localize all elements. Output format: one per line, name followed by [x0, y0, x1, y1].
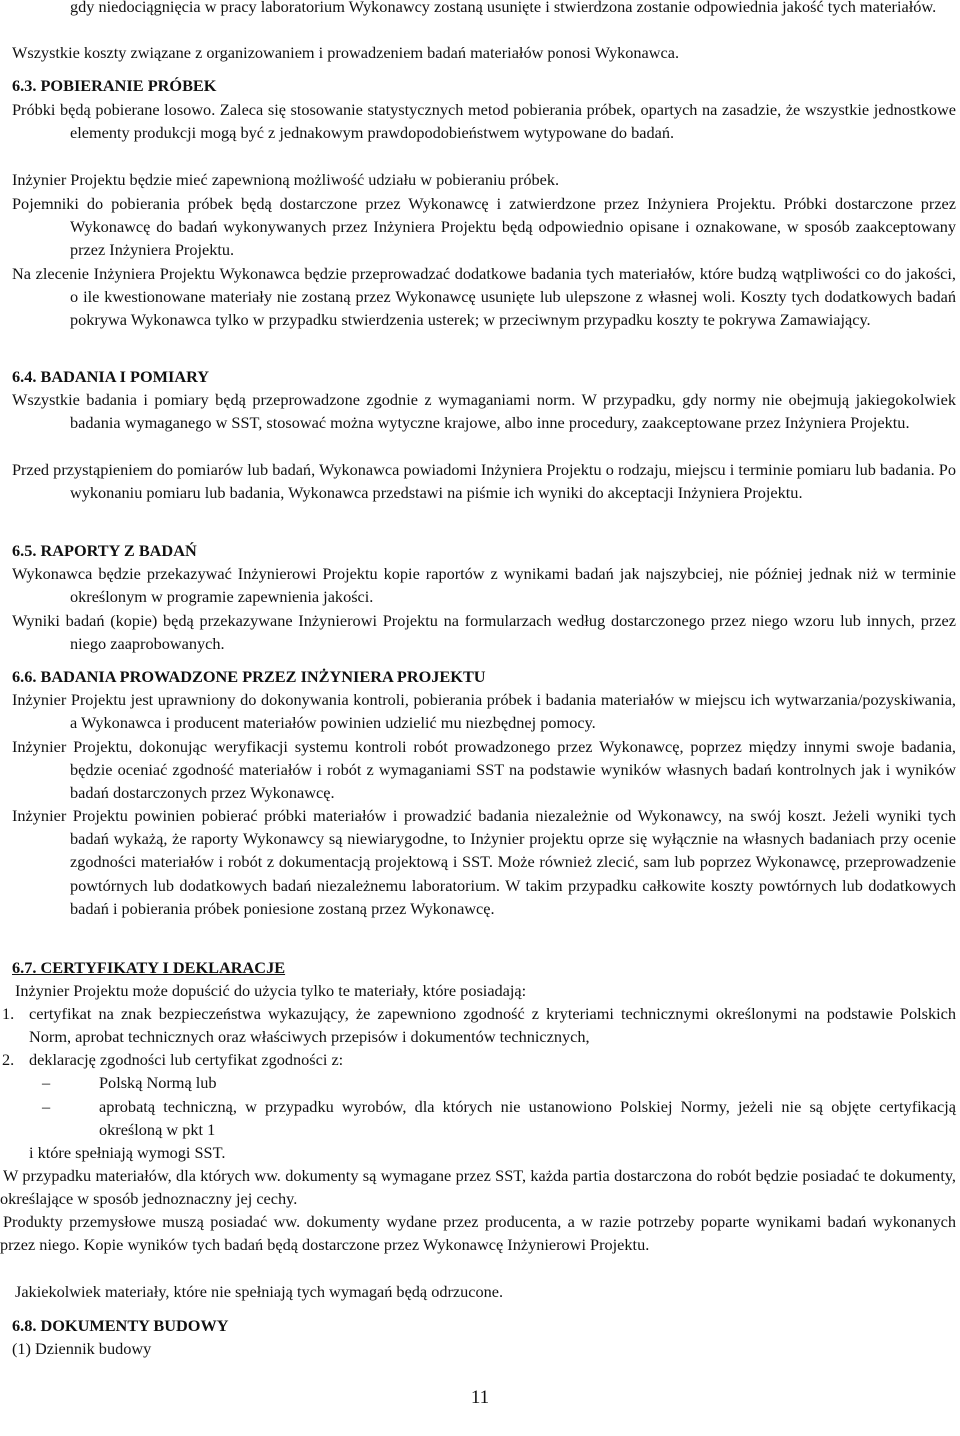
paragraph-6-3-3: Pojemniki do pobierania próbek będą dostarczone przez Wykonawcę i zatwierdzone przez Inżyniera Projektu. Próbki dostarczone przez Wykonawcę do badań wykonywanych przez Inżyniera Projektu będą odpowiednio opisane i oznakowane, w sposób zaakceptowany przez Inżyniera Projektu. — [12, 194, 956, 260]
paragraph-6-3-4: Na zlecenie Inżyniera Projektu Wykonawca będzie przeprowadzać dodatkowe badania tych materiałów, które budzą wątpliwości co do jakości, o ile kwestionowane materiały nie zostaną przez Wykonawcę usunięte lub ulepszone z własnej woli. Koszty tych dodatkowych badań pokrywa Wykonawca tylko w przypadku stwierdzenia usterek; w przeciwnym przypadku koszty te pokrywa Zamawiający. — [12, 264, 956, 330]
heading-6-4: 6.4. BADANIA I POMIARY — [12, 367, 210, 386]
list-item — [2, 1002, 956, 1048]
paragraph-6-6-2: Inżynier Projektu, dokonując weryfikacji systemu kontroli robót prowadzonego przez Wykonawcę, poprzez między innymi swoje badania, będzie oceniać zgodność materiałów i robót z wymaganiami SST na podstawie wyników własnych badań kontrolnych jak i wyników badań dostarczonych przez Wykonawcę. — [12, 737, 956, 803]
heading-6-3: 6.3. POBIERANIE PRÓBEK — [12, 76, 217, 95]
heading-6-7: 6.7. CERTYFIKATY I DEKLARACJE — [12, 958, 286, 977]
list-item-text: deklarację zgodności lub certyfikat zgodności z: — [29, 1050, 344, 1069]
paragraph-6-7-3: Produkty przemysłowe muszą posiadać ww. dokumenty wydane przez producenta, a w razie potrzeby poparte wynikami badań wykonanych przez niego. Kopie wyników tych badań będą dostarczone przez Wykonawcę Inżynierowi Projektu. — [0, 1212, 956, 1255]
list-number: 1. — [2, 1004, 15, 1023]
paragraph-6-4-2: Przed przystąpieniem do pomiarów lub badań, Wykonawca powiadomi Inżyniera Projektu o rodzaju, miejscu i terminie pomiaru lub badania. Po wykonaniu pomiaru lub badania, Wykonawca przedstawi na piśmie ich wyniki do akceptacji Inżyniera Projektu. — [12, 460, 956, 503]
paragraph-6-5-2: Wyniki badań (kopie) będą przekazywane Inżynierowi Projektu na formularzach według dostarczonego przez niego wzoru lub innych, przez niego zaaprobowanych. — [12, 611, 956, 654]
page-number: 11 — [470, 1387, 490, 1408]
paragraph-6-6-3: Inżynier Projektu powinien pobierać próbki materiałów i prowadzić badania niezależnie od Wykonawcy, na swój koszt. Jeżeli wyniki tych badań wykażą, że raporty Wykonawcy są niewiarygodne, to Inżynier projektu oprze się wyłącznie na własnych badaniach przy ocenie zgodności materiałów i robót z dokumentacją projektową i SST. Może również zlecić, sam lub poprzez Wykonawcę, przeprowadzenie powtórnych lub dodatkowych badań niezależnemu laboratorium. W takim przypadku całkowite koszty powtórnych lub dodatkowych badań i pobierania próbek poniesione zostaną przez Wykonawcę. — [12, 806, 956, 918]
paragraph-6-7-intro: Inżynier Projektu może dopuścić do użycia tylko te materiały, które posiadają: — [15, 981, 527, 1000]
paragraph-6-6-1: Inżynier Projektu jest uprawniony do dokonywania kontroli, pobierania próbek i badania materiałów w miejscu ich wytwarzania/pozyskiwania, a Wykonawca i producent materiałów powinien udzielić mu niezbędnej pomocy. — [12, 690, 956, 733]
dash-bullet: – — [42, 1097, 51, 1116]
subheading-dziennik-budowy: (1) Dziennik budowy — [12, 1339, 152, 1358]
list-number: 2. — [2, 1050, 15, 1069]
list-item — [2, 1048, 956, 1071]
dash-item-text: aprobatą techniczną, w przypadku wyrobów, dla których nie ustanowiono Polskiej Normy, jeżeli nie są objęte certyfikacją określoną w pkt 1 — [99, 1097, 956, 1140]
heading-6-6: 6.6. BADANIA PROWADZONE PRZEZ INŻYNIERA PROJEKTU — [12, 667, 486, 686]
paragraph-continuation: gdy niedociągnięcia w pracy laboratorium Wykonawcy zostaną usunięte i stwierdzona zostanie odpowiednia jakość tych materiałów. — [70, 0, 937, 16]
list-item-text: certyfikat na znak bezpieczeństwa wykazujący, że zapewniono zgodność z kryteriami technicznymi określonymi na podstawie Polskich Norm, aprobat technicznych oraz właściwych przepisów i dokumentów technicznych, — [29, 1004, 956, 1047]
paragraph-6-7-2: W przypadku materiałów, dla których ww. dokumenty są wymagane przez SST, każda partia dostarczona do robót będzie posiadać te dokumenty, określające w sposób jednoznaczny jej cechy. — [0, 1166, 956, 1209]
paragraph-6-3-1: Próbki będą pobierane losowo. Zaleca się stosowanie statystycznych metod pobierania próbek, opartych na zasadzie, że wszystkie jednostkowe elementy produkcji mogą być z jednakowym prawdopodobieństwem wytypowane do badań. — [12, 100, 956, 143]
dash-bullet: – — [42, 1073, 51, 1092]
dash-list-item — [12, 1095, 956, 1141]
heading-6-8: 6.8. DOKUMENTY BUDOWY — [12, 1316, 229, 1335]
heading-6-5: 6.5. RAPORTY Z BADAŃ — [12, 541, 197, 560]
paragraph-6-5-1: Wykonawca będzie przekazywać Inżynierowi Projektu kopie raportów z wynikami badań jak najszybciej, nie później jednak niż w terminie określonym w programie zapewnienia jakości. — [12, 564, 956, 607]
paragraph-costs: Wszystkie koszty związane z organizowaniem i prowadzeniem badań materiałów ponosi Wykonawca. — [12, 43, 680, 62]
dash-list-item — [12, 1071, 956, 1094]
paragraph-6-4-1: Wszystkie badania i pomiary będą przeprowadzone zgodnie z wymaganiami norm. W przypadku, gdy normy nie obejmują jakiegokolwiek badania wymaganego w SST, stosować można wytyczne krajowe, albo inne procedury, zaakceptowane przez Inżyniera Projektu. — [12, 390, 956, 433]
paragraph-6-7-4: Jakiekolwiek materiały, które nie spełniają tych wymagań będą odrzucone. — [15, 1282, 504, 1301]
paragraph-6-7-tail: i które spełniają wymogi SST. — [29, 1143, 226, 1162]
paragraph-6-3-2: Inżynier Projektu będzie mieć zapewnioną możliwość udziału w pobieraniu próbek. — [12, 170, 560, 189]
dash-item-text: Polską Normą lub — [99, 1073, 217, 1092]
